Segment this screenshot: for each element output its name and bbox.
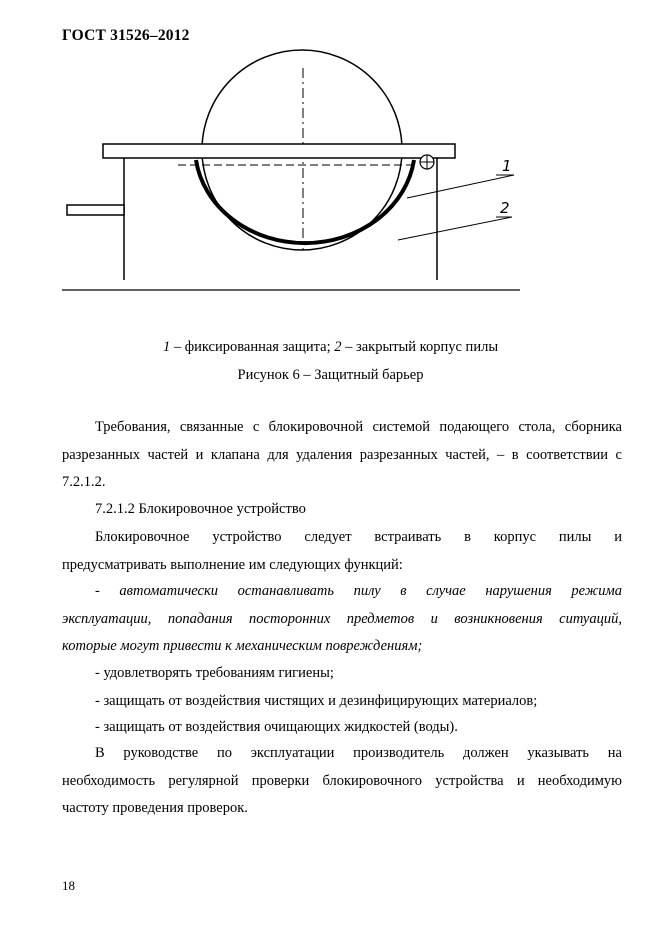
p1-line-1: Требования, связанные с блокировочной системой подающего стола, сборника <box>95 419 622 435</box>
legend-num-2: 2 <box>334 339 342 355</box>
callout-label-2: 2 <box>500 199 510 217</box>
legend-text-1: – фиксированная защита; <box>170 339 335 355</box>
list-item-cleaning-materials <box>62 688 622 716</box>
p3-line-2: предусматривать выполнение им следующих функций: <box>62 556 403 573</box>
legend-text-2: – закрытый корпус пилы <box>341 339 499 355</box>
p5-line: - удовлетворять требованиям гигиены; <box>95 665 334 681</box>
p4-line-1-wrap <box>62 578 622 606</box>
p2-line: 7.2.1.2 Блокировочное устройство <box>95 501 306 517</box>
paragraph-requirements <box>62 414 622 497</box>
p1-line-3: 7.2.1.2. <box>62 474 106 490</box>
p4-line-2: эксплуатации, попадания посторонних предметов и возникновения ситуаций, <box>62 610 622 627</box>
fixed-guard-arc <box>196 160 414 243</box>
p4-line-3: которые могут привести к механическим повреждениям; <box>62 638 423 654</box>
leader-line-1 <box>407 175 514 198</box>
page-number: 18 <box>62 878 75 893</box>
protective-barrier-figure <box>0 0 661 320</box>
callout-label-1: 1 <box>502 157 512 175</box>
top-plate <box>103 144 455 158</box>
list-item-cleaning-liquids <box>62 714 622 742</box>
figure-title: Рисунок 6 – Защитный барьер <box>237 367 424 383</box>
document-header: ГОСТ 31526–2012 <box>62 27 190 44</box>
section-heading-7-2-1-2 <box>62 496 622 524</box>
p4-dash: - <box>95 583 120 599</box>
p4-line-1: автоматически останавливать пилу в случае нарушения режима <box>119 583 622 599</box>
list-item-hygiene <box>62 660 622 688</box>
p1-line-2: разрезанных частей и клапана для удаления разрезанных частей, – в соответствии с <box>62 446 622 463</box>
p7-line: - защищать от воздействия очищающих жидкостей (воды). <box>95 719 458 735</box>
p6-line: - защищать от воздействия чистящих и дезинфицирующих материалов; <box>95 693 538 709</box>
list-item-auto-stop <box>62 578 622 661</box>
p8-line-3: частоту проведения проверок. <box>62 800 248 816</box>
leader-line-2 <box>398 217 512 240</box>
paragraph-manual-checks <box>62 740 622 823</box>
p3-line-1: Блокировочное устройство следует встраивать в корпус пилы и <box>95 529 622 545</box>
legend-num-1: 1 <box>162 339 171 355</box>
figure-legend <box>0 339 661 356</box>
p8-line-1: В руководстве по эксплуатации производитель должен указывать на <box>95 745 622 761</box>
side-handle <box>67 205 124 215</box>
p8-line-2: необходимость регулярной проверки блокировочного устройства и необходимую <box>62 772 622 789</box>
paragraph-interlock-intro <box>62 524 622 579</box>
